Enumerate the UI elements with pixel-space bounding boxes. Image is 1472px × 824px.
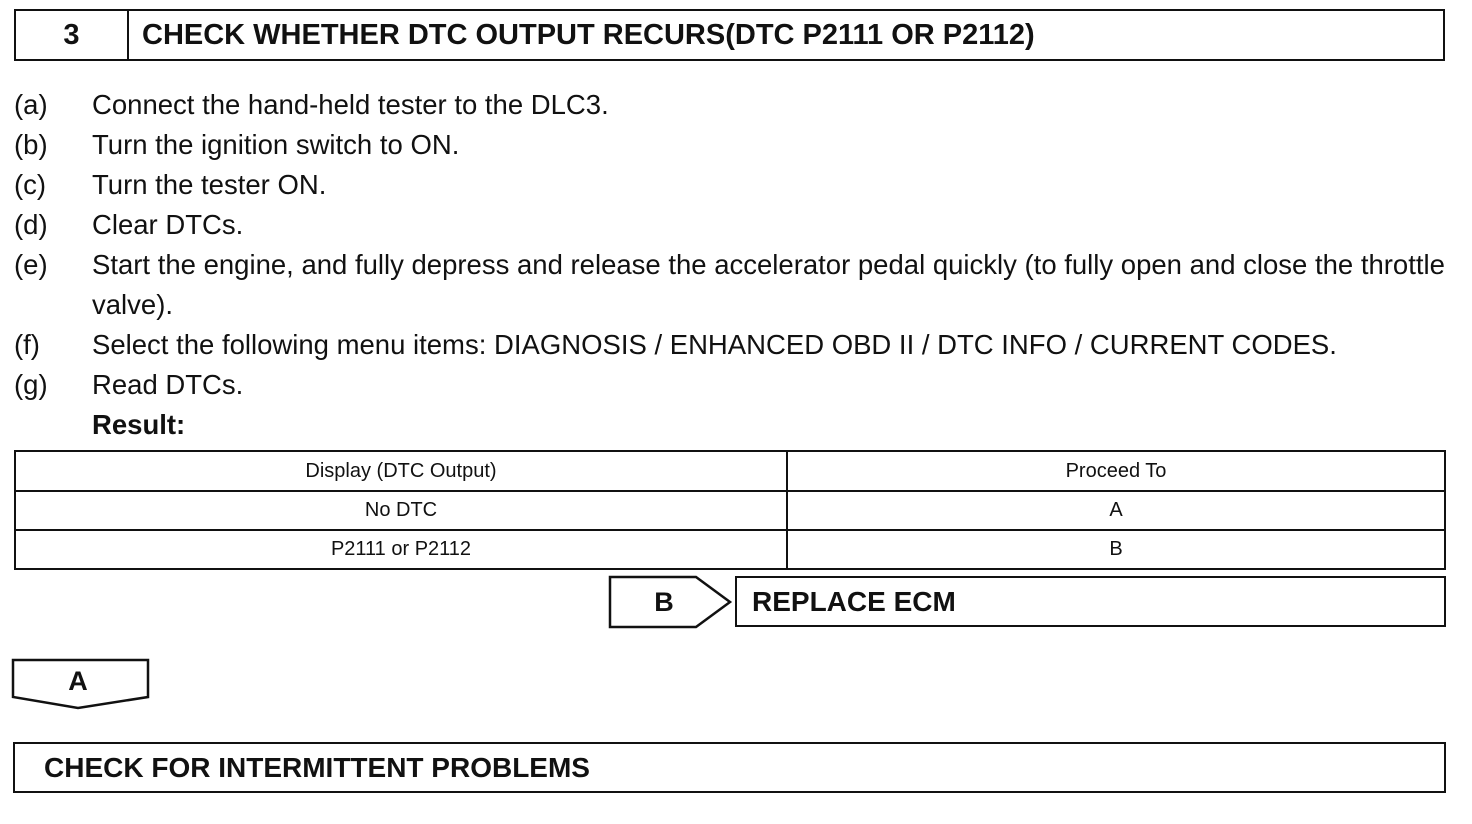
table-cell-display: No DTC bbox=[15, 491, 787, 530]
instruction-letter: (b) bbox=[14, 129, 48, 160]
instruction-letter: (d) bbox=[14, 209, 48, 240]
branch-b-label: B bbox=[654, 586, 674, 617]
instruction-text: Turn the tester ON. bbox=[92, 169, 327, 200]
instruction-letter: (g) bbox=[14, 369, 48, 400]
branch-b-action bbox=[735, 576, 1446, 627]
instruction-text: Clear DTCs. bbox=[92, 209, 244, 240]
instruction-item bbox=[14, 125, 1454, 165]
next-step-text: CHECK FOR INTERMITTENT PROBLEMS bbox=[44, 751, 590, 783]
branch-b-action-text: REPLACE ECM bbox=[752, 585, 956, 617]
table-cell-display: P2111 or P2112 bbox=[15, 530, 787, 569]
next-step-box bbox=[13, 742, 1446, 793]
step-number: 3 bbox=[16, 11, 129, 59]
instruction-text: Select the following menu items: DIAGNOSIS / ENHANCED OBD II / DTC INFO / CURRENT CODES. bbox=[92, 329, 1337, 360]
table-cell-proceed: A bbox=[787, 491, 1445, 530]
table-row bbox=[15, 530, 1445, 569]
instruction-text: Connect the hand-held tester to the DLC3. bbox=[92, 89, 609, 120]
instruction-letter: (c) bbox=[14, 169, 47, 200]
column-header-display: Display (DTC Output) bbox=[15, 451, 787, 491]
step-title: CHECK WHETHER DTC OUTPUT RECURS(DTC P2111 OR P2112) bbox=[142, 18, 1035, 51]
instruction-text: Turn the ignition switch to ON. bbox=[92, 129, 460, 160]
table-cell-proceed: B bbox=[787, 530, 1445, 569]
instruction-item bbox=[14, 325, 1454, 365]
instruction-text: Read DTCs. bbox=[92, 369, 244, 400]
instruction-item bbox=[14, 205, 1454, 245]
instruction-list bbox=[14, 85, 1454, 445]
table-header-row bbox=[15, 451, 1445, 491]
instruction-letter: (a) bbox=[14, 89, 48, 120]
instruction-item bbox=[14, 165, 1454, 205]
instruction-text: Start the engine, and fully depress and release the accelerator pedal quickly (to fully open and close the throttle valve). bbox=[92, 249, 1445, 320]
column-header-proceed: Proceed To bbox=[787, 451, 1445, 491]
table-row bbox=[15, 491, 1445, 530]
result-table bbox=[14, 450, 1446, 570]
branch-a-label: A bbox=[68, 665, 88, 696]
instruction-letter: (f) bbox=[14, 329, 40, 360]
result-label: Result: bbox=[92, 409, 186, 440]
instruction-item bbox=[14, 365, 1454, 405]
step-header bbox=[14, 9, 1445, 61]
instruction-item bbox=[14, 85, 1454, 125]
instruction-letter: (e) bbox=[14, 249, 48, 280]
instruction-item bbox=[14, 245, 1454, 325]
